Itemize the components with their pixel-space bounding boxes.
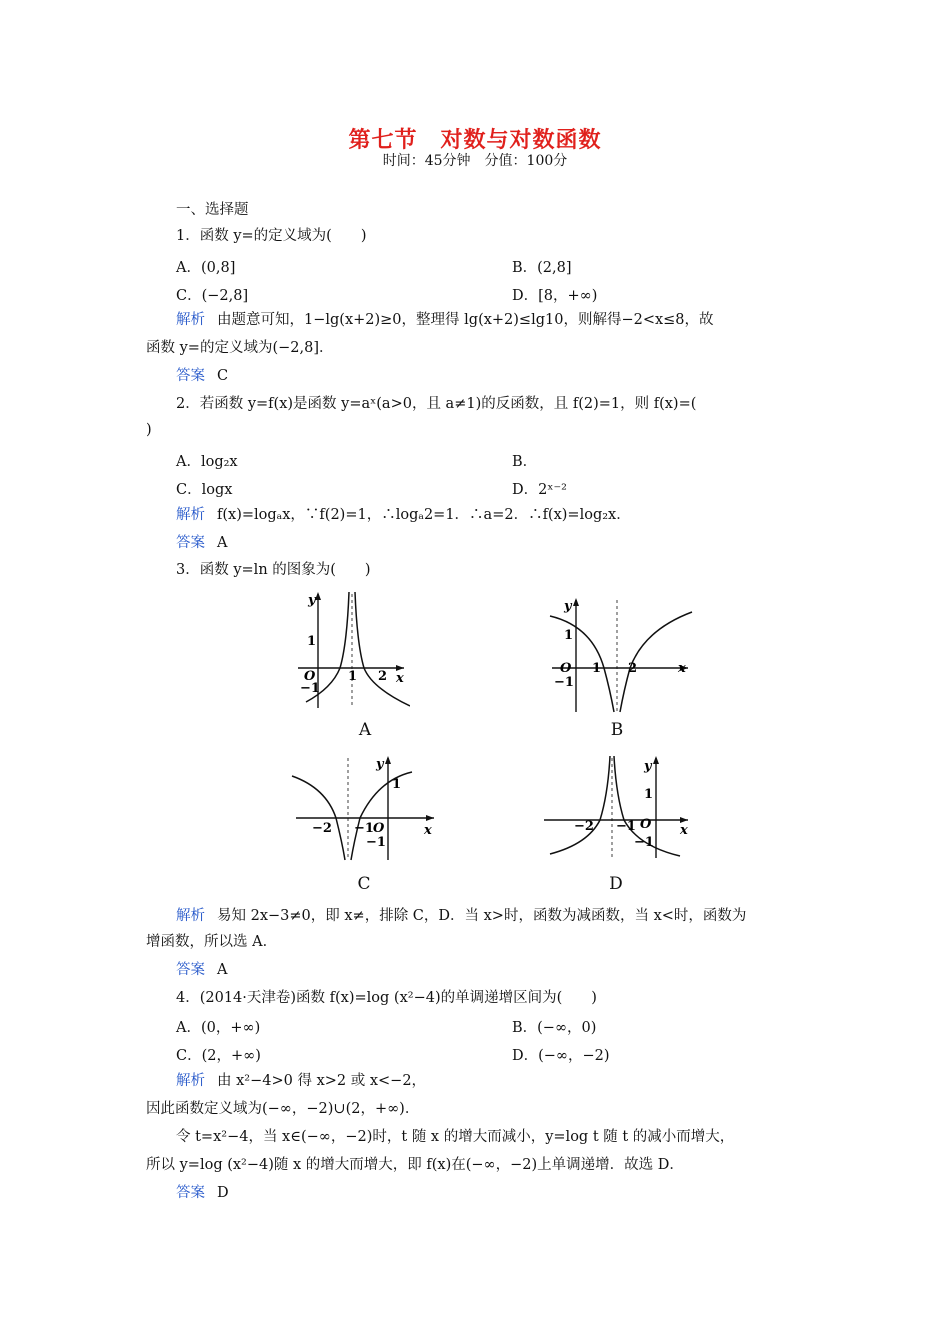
q4-option-d: D．(−∞，−2): [512, 1048, 610, 1064]
q2-option-b: B．: [512, 454, 538, 470]
answer-label: 答案: [176, 535, 205, 551]
q2-answer-value: A: [217, 535, 228, 551]
page-title: 第七节 对数与对数函数: [348, 128, 602, 153]
graph-b: [544, 594, 694, 716]
q3-answer: [176, 960, 227, 980]
origin-label: O: [373, 821, 385, 836]
q4-analysis-text-2: 因此函数定义域为(−∞，−2)∪(2，+∞)．: [146, 1101, 420, 1117]
y-axis-arrow: [315, 592, 321, 600]
q4-option-c: C．(2，+∞): [176, 1048, 261, 1064]
q3-answer-value: A: [217, 962, 228, 978]
tick-label: −1: [634, 835, 654, 850]
answer-label: 答案: [176, 962, 205, 978]
q4-analysis-text-3: 令 t=x²−4，当 x∈(−∞，−2)时，t 随 x 的增大而减小，y=log t 随 t 的减小而增大，: [176, 1129, 735, 1145]
q4-stem: 4．(2014·天津卷)函数 f(x)=log (x²−4)的单调递增区间为( ): [176, 990, 597, 1006]
q3-analysis-text-2: 增函数，所以选 A．: [146, 934, 278, 950]
x-axis-arrow: [426, 815, 434, 821]
q4-answer: [176, 1183, 229, 1203]
section-heading: 一、选择题: [176, 202, 249, 218]
graph-b-label: B: [610, 720, 624, 740]
analysis-label: 解析: [176, 312, 205, 328]
tick-label: −1: [300, 681, 320, 696]
q4-option-b: B．(−∞，0): [512, 1020, 597, 1036]
q2-answer: [176, 533, 227, 553]
y-axis-arrow: [385, 756, 391, 764]
axis-label-x: x: [678, 661, 686, 676]
q2-option-d: D．2ˣ⁻²: [512, 482, 567, 498]
tick-label: −2: [312, 821, 332, 836]
y-axis-arrow: [573, 598, 579, 606]
q3-analysis-text-1: 易知 2x−3≠0，即 x≠，排除 C，D．当 x>时，函数为减函数，当 x<时，函数为: [217, 908, 747, 924]
q1-option-a: A．(0,8]: [176, 260, 236, 276]
tick-label: 2: [628, 661, 638, 676]
tick-label: 1: [592, 661, 602, 676]
axis-label-y: y: [564, 599, 572, 614]
q3-analysis: [176, 906, 746, 926]
q2-option-c: C．logx: [176, 482, 233, 498]
answer-label: 答案: [176, 1185, 205, 1201]
curve-left: [550, 756, 610, 854]
tick-label: −1: [354, 821, 374, 836]
tick-label: −1: [366, 835, 386, 850]
curve-right: [355, 592, 410, 706]
q1-option-b: B．(2,8]: [512, 260, 572, 276]
q2-analysis: [176, 505, 631, 525]
q1-analysis-text-1: 由题意可知，1−lg(x+2)≥0，整理得 lg(x+2)≤lg10，则解得−2<x≤8，故: [217, 312, 714, 328]
q4-option-a: A．(0，+∞): [176, 1020, 261, 1036]
q1-answer: [176, 366, 228, 386]
q4-answer-value: D: [217, 1185, 229, 1201]
tick-label: −1: [616, 819, 636, 834]
graph-a-label: A: [358, 720, 372, 740]
tick-label: 1: [392, 777, 402, 792]
graph-c-label: C: [357, 874, 371, 894]
axis-label-x: x: [424, 823, 432, 838]
q2-stem-end: ): [146, 422, 152, 438]
y-axis-arrow: [653, 756, 659, 764]
origin-label: O: [304, 669, 316, 684]
tick-label: 1: [644, 787, 654, 802]
tick-label: 2: [378, 669, 388, 684]
origin-label: O: [640, 817, 652, 832]
axis-label-y: y: [308, 593, 316, 608]
axis-label-x: x: [680, 823, 688, 838]
axis-label-x: x: [396, 671, 404, 686]
tick-label: −1: [554, 675, 574, 690]
q1-analysis-text-2: 函数 y=的定义域为(−2,8]．: [146, 340, 334, 356]
q1-option-d: D．[8，+∞): [512, 288, 598, 304]
tick-label: 1: [307, 634, 317, 649]
q2-option-a: A．log₂x: [176, 454, 238, 470]
graph-c: [288, 752, 438, 864]
q1-answer-value: C: [217, 368, 229, 384]
page-subtitle: 时间：45分钟 分值：100分: [382, 153, 568, 169]
q1-stem: 1．函数 y=的定义域为( ): [176, 228, 367, 244]
q4-analysis-text-1: 由 x²−4>0 得 x>2 或 x<−2，: [217, 1073, 427, 1089]
tick-label: 1: [564, 628, 574, 643]
graph-d: [540, 752, 692, 862]
q2-analysis-text: f(x)=logₐx，∵f(2)=1，∴logₐ2=1．∴a=2．∴f(x)=log₂x．: [217, 507, 631, 523]
analysis-label: 解析: [176, 507, 205, 523]
q4-analysis-text-4: 所以 y=log (x²−4)随 x 的增大而增大，即 f(x)在(−∞，−2)上单调递增．故选 D．: [146, 1157, 684, 1173]
origin-label: O: [560, 661, 572, 676]
analysis-label: 解析: [176, 908, 205, 924]
tick-label: −2: [574, 819, 594, 834]
q1-option-c: C．(−2,8]: [176, 288, 249, 304]
q1-analysis: [176, 310, 714, 330]
answer-label: 答案: [176, 368, 205, 384]
graph-a: [292, 588, 410, 712]
analysis-label: 解析: [176, 1073, 205, 1089]
graph-d-label: D: [609, 874, 623, 894]
axis-label-y: y: [644, 759, 652, 774]
q2-stem: 2．若函数 y=f(x)是函数 y=aˣ(a>0，且 a≠1)的反函数，且 f(2)=1，则 f(x)=(: [176, 396, 697, 412]
q4-analysis: [176, 1071, 426, 1091]
axis-label-y: y: [376, 757, 384, 772]
q3-stem: 3．函数 y=ln 的图象为( ): [176, 562, 371, 578]
tick-label: 1: [348, 669, 358, 684]
